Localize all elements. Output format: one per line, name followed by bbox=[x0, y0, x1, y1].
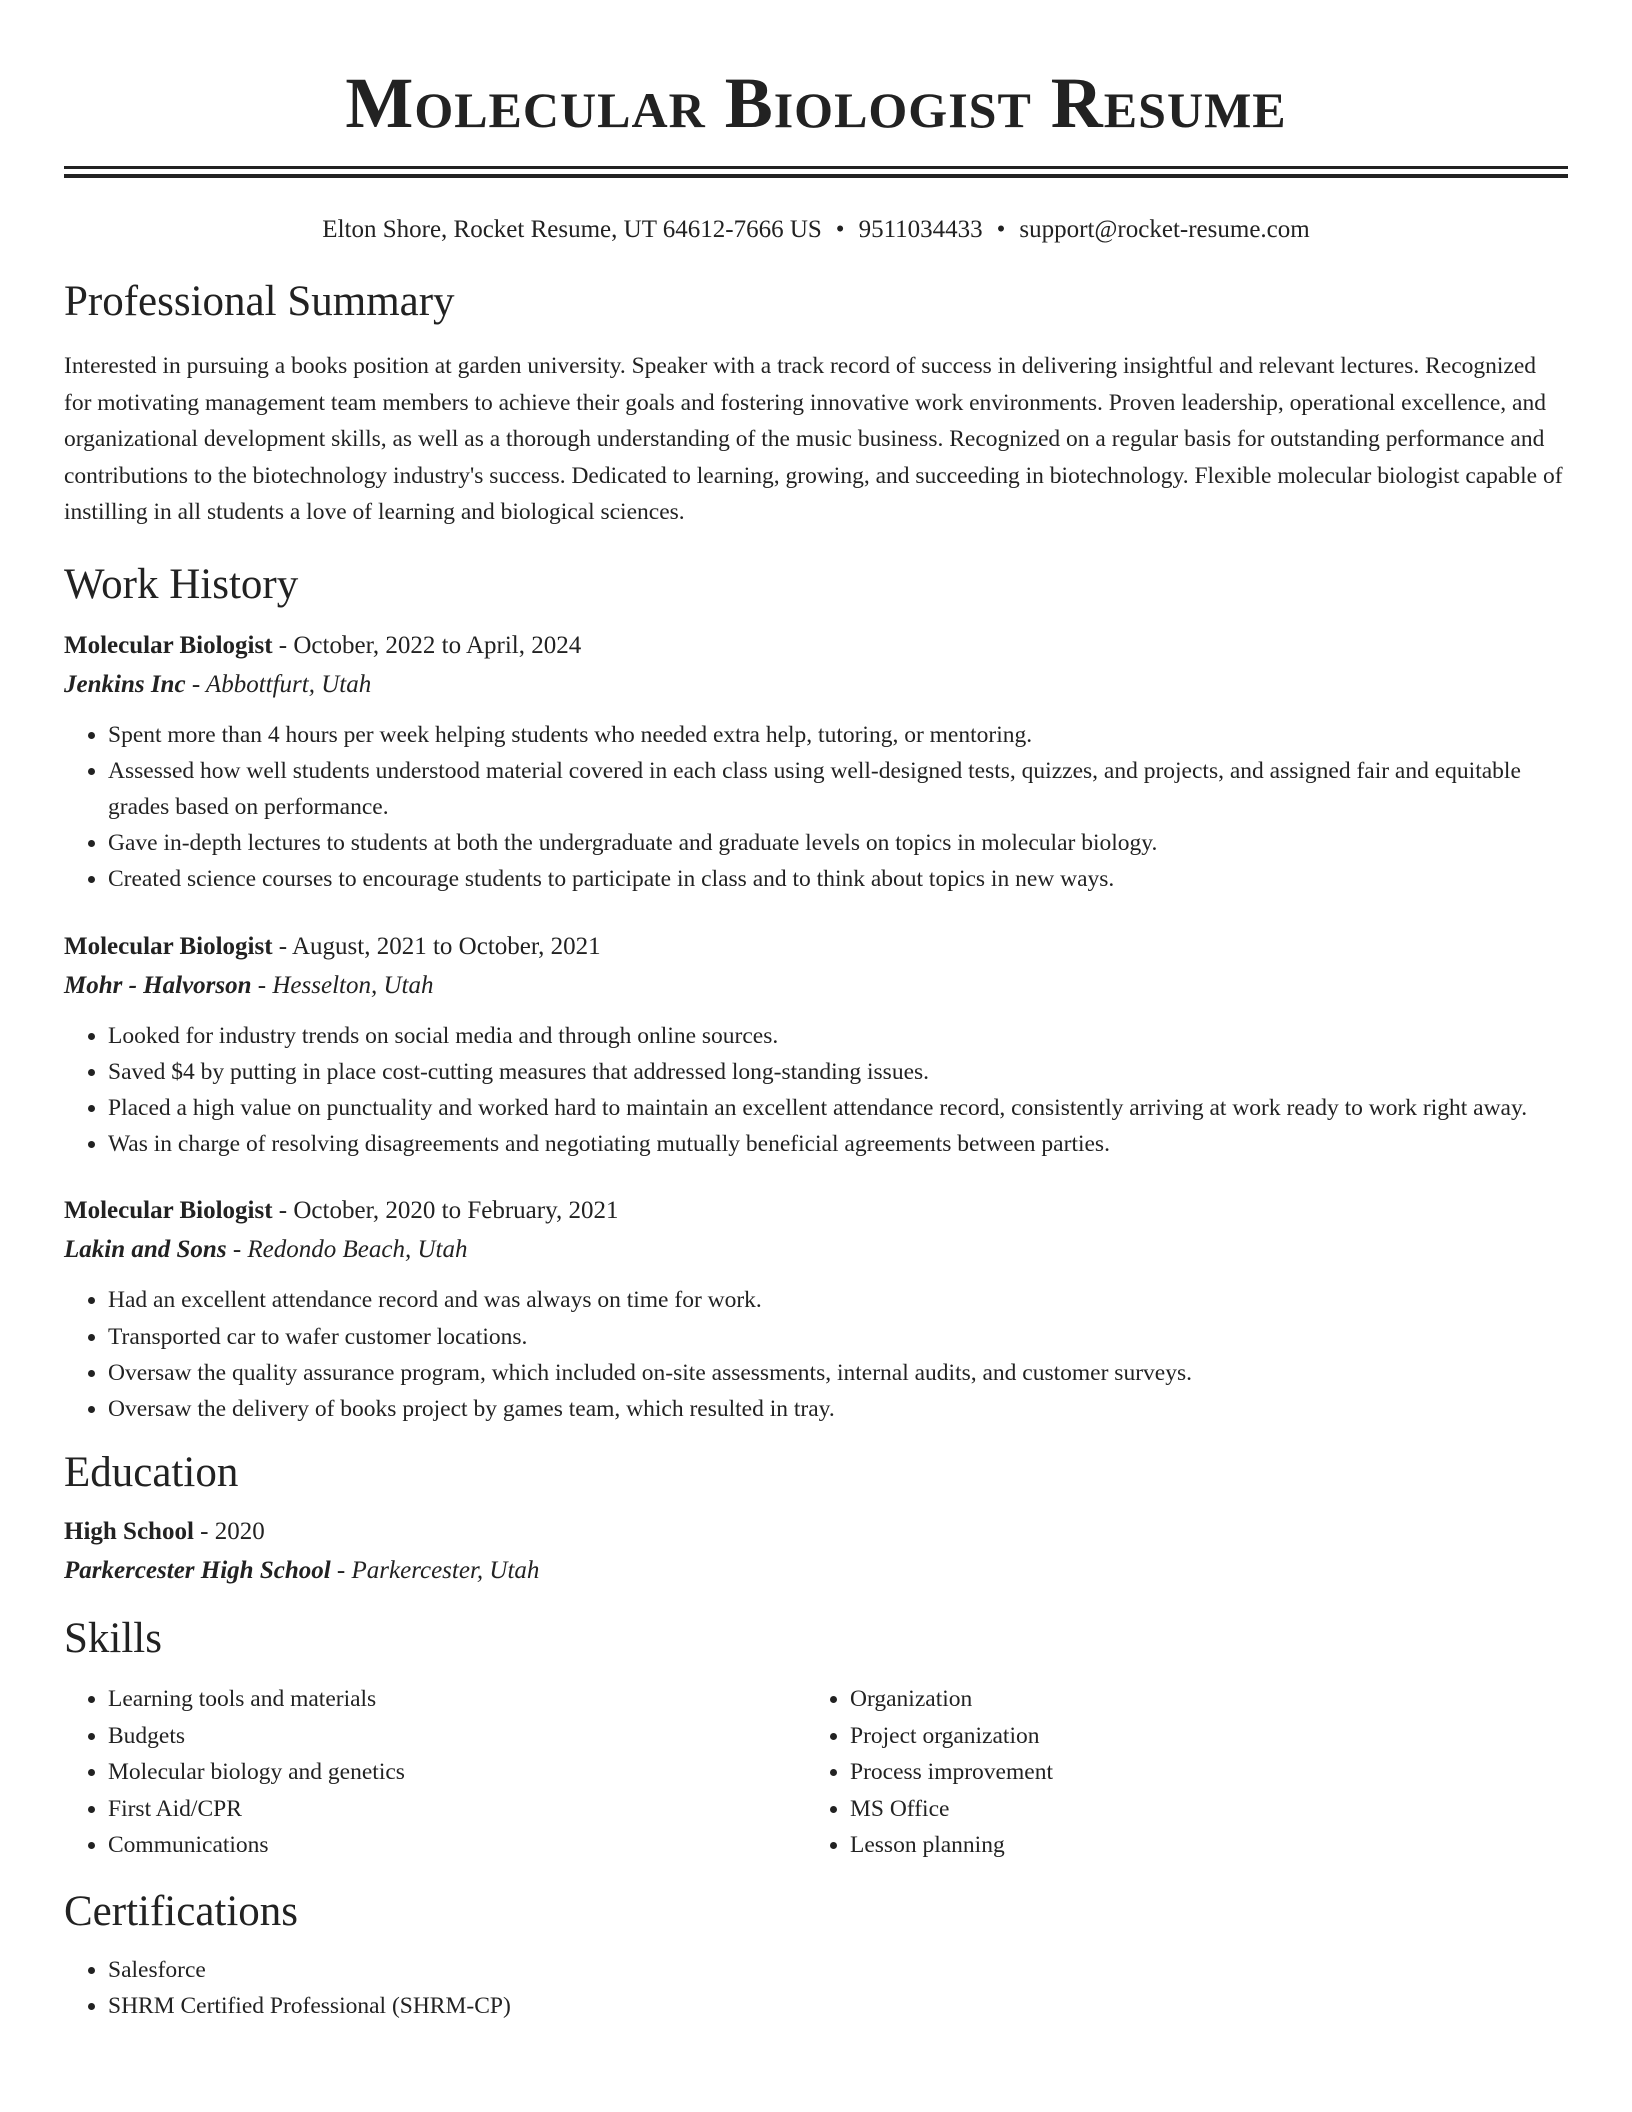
summary-heading: Professional Summary bbox=[64, 278, 455, 325]
job-dates: - August, 2021 to October, 2021 bbox=[272, 932, 601, 960]
contact-phone: 9511034433 bbox=[858, 216, 983, 243]
contact-separator: • bbox=[835, 216, 845, 243]
job-entry bbox=[64, 928, 1568, 1163]
contact-line bbox=[64, 214, 1568, 246]
skill-item: • Budgets bbox=[108, 1718, 806, 1755]
job-org-line bbox=[64, 665, 1568, 705]
list-item: • Oversaw the delivery of books project by games team, which resulted in tray. bbox=[108, 1391, 1568, 1427]
list-item: • Was in charge of resolving disagreements and negotiating mutually beneficial agreements between parties. bbox=[108, 1126, 1568, 1162]
list-item: • Created science courses to encourage students to participate in class and to think about topics in new ways. bbox=[108, 861, 1568, 897]
job-bullets bbox=[64, 717, 1568, 898]
education-degree-line bbox=[64, 1513, 1568, 1551]
job-org-line bbox=[64, 1230, 1568, 1270]
contact-email: support@rocket-resume.com bbox=[1019, 216, 1310, 243]
list-item: • Spent more than 4 hours per week helping students who needed extra help, tutoring, or mentoring. bbox=[108, 717, 1568, 753]
list-item: • Saved $4 by putting in place cost-cutting measures that addressed long-standing issues. bbox=[108, 1054, 1568, 1090]
job-bullets bbox=[64, 1018, 1568, 1163]
skills-list bbox=[64, 1681, 1568, 1864]
education-school-line bbox=[64, 1551, 1568, 1591]
contact-separator: • bbox=[996, 216, 1006, 243]
page-title: Molecular Biologist Resume bbox=[345, 63, 1287, 143]
work-history-heading: Work History bbox=[64, 560, 299, 608]
skill-item: • Learning tools and materials bbox=[108, 1681, 806, 1718]
education-location: - Parkercester, Utah bbox=[330, 1557, 540, 1585]
education-year: - 2020 bbox=[193, 1518, 265, 1546]
job-dates: - October, 2022 to April, 2024 bbox=[272, 631, 582, 659]
summary-text: Interested in pursuing a books position at garden university. Speaker with a track record of success in delivering insightful and relevant lectures. Recognized for motivating management team members to achieve their goals and fostering innovative work environments. Proven leadership, operational excellence, and organizational development skills, as well as a thorough understanding of the music business. Recognized on a regular basis for outstanding performance and contributions to the biotechnology industry's success. Dedicated to learning, growing, and succeeding in biotechnology. Flexible molecular biologist capable of instilling in all students a love of learning and biological sciences. bbox=[64, 353, 1563, 525]
certifications-heading: Certifications bbox=[64, 1887, 299, 1935]
job-company: Jenkins Inc bbox=[64, 670, 186, 698]
skill-item: • MS Office bbox=[850, 1791, 1548, 1828]
job-entry bbox=[64, 627, 1568, 898]
certification-item: • Salesforce bbox=[108, 1952, 1568, 1988]
job-company: Mohr - Halvorson bbox=[64, 971, 252, 999]
job-bullets bbox=[64, 1282, 1568, 1427]
skills-heading: Skills bbox=[64, 1615, 162, 1663]
job-role: Molecular Biologist bbox=[64, 1197, 273, 1225]
list-item: • Placed a high value on punctuality and worked hard to maintain an excellent attendance record, consistently arriving at work ready to work right away. bbox=[108, 1090, 1568, 1126]
job-location: - Redondo Beach, Utah bbox=[226, 1236, 468, 1264]
list-item: • Assessed how well students understood material covered in each class using well-designed tests, quizzes, and projects, and assigned fair and equitable grades based on performance. bbox=[108, 753, 1568, 825]
skill-item: • Organization bbox=[850, 1681, 1548, 1718]
job-location: - Hesselton, Utah bbox=[251, 971, 434, 999]
skill-item: • Project organization bbox=[850, 1718, 1548, 1755]
skill-item: • Process improvement bbox=[850, 1754, 1548, 1791]
skills-column-left bbox=[64, 1681, 806, 1864]
header-divider-thin bbox=[64, 174, 1568, 178]
job-role: Molecular Biologist bbox=[64, 631, 273, 659]
job-location: - Abbottfurt, Utah bbox=[185, 670, 372, 698]
list-item: • Oversaw the quality assurance program, which included on-site assessments, internal audits, and customer surveys. bbox=[108, 1355, 1568, 1391]
skills-column-right bbox=[806, 1681, 1548, 1864]
certifications-list bbox=[64, 1952, 1568, 2024]
job-entry bbox=[64, 1192, 1568, 1427]
skill-item: • Lesson planning bbox=[850, 1827, 1548, 1864]
contact-address: Elton Shore, Rocket Resume, UT 64612-7666 US bbox=[322, 216, 822, 243]
resume-page bbox=[64, 0, 1568, 2024]
education-entry bbox=[64, 1513, 1568, 1591]
list-item: • Had an excellent attendance record and was always on time for work. bbox=[108, 1282, 1568, 1318]
education-school: Parkercester High School bbox=[64, 1557, 331, 1585]
list-item: • Transported car to wafer customer locations. bbox=[108, 1319, 1568, 1355]
list-item: • Looked for industry trends on social media and through online sources. bbox=[108, 1018, 1568, 1054]
education-degree: High School bbox=[64, 1518, 194, 1546]
skill-item: • Molecular biology and genetics bbox=[108, 1754, 806, 1791]
job-title-line bbox=[64, 928, 1568, 966]
header-divider-thick bbox=[64, 166, 1568, 169]
job-company: Lakin and Sons bbox=[64, 1236, 227, 1264]
certification-item: • SHRM Certified Professional (SHRM-CP) bbox=[108, 1988, 1568, 2024]
job-title-line bbox=[64, 1192, 1568, 1230]
job-title-line bbox=[64, 627, 1568, 665]
job-dates: - October, 2020 to February, 2021 bbox=[272, 1197, 619, 1225]
skill-item: • First Aid/CPR bbox=[108, 1791, 806, 1828]
list-item: • Gave in-depth lectures to students at both the undergraduate and graduate levels on topics in molecular biology. bbox=[108, 825, 1568, 861]
skill-item: • Communications bbox=[108, 1827, 806, 1864]
education-heading: Education bbox=[64, 1449, 239, 1497]
job-role: Molecular Biologist bbox=[64, 932, 273, 960]
job-org-line bbox=[64, 966, 1568, 1006]
